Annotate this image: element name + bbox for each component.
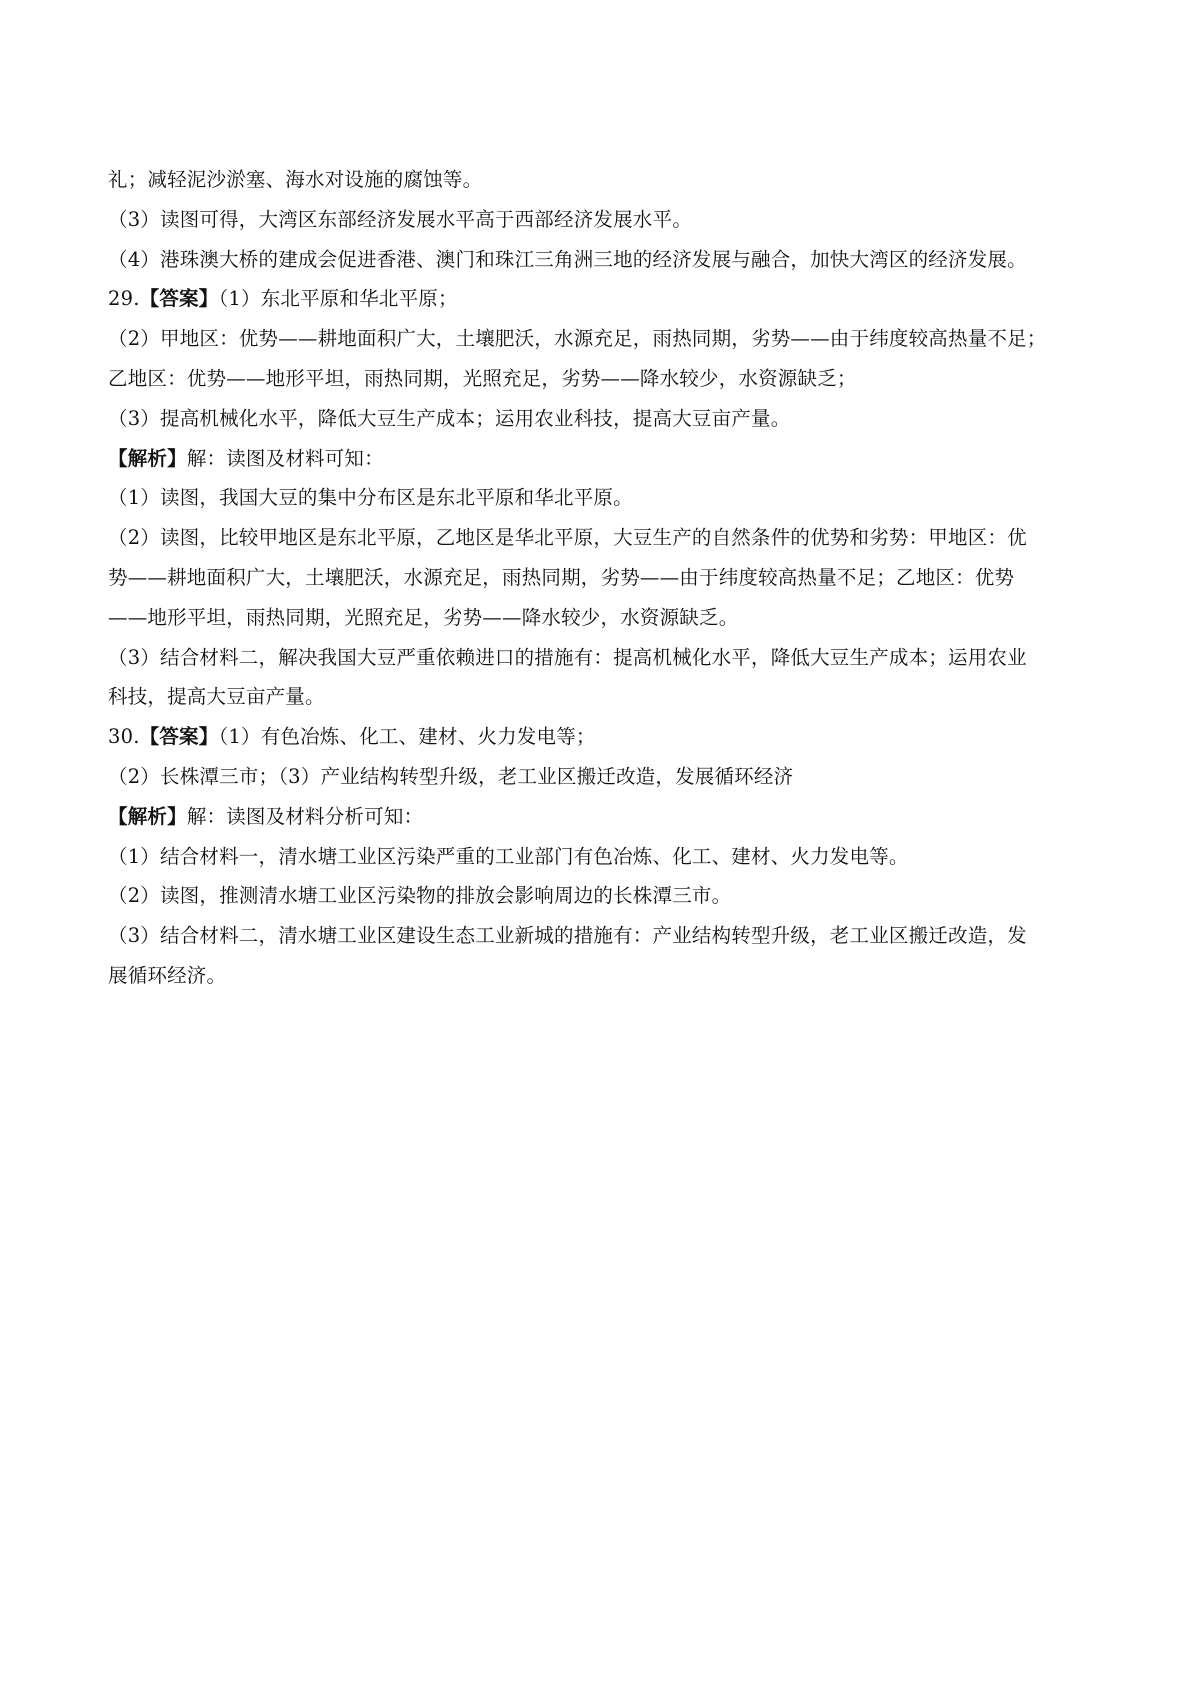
answer-tag: 【答案】	[139, 725, 219, 749]
text-line: （2）长株潭三市；（3）产业结构转型升级，老工业区搬迁改造，发展循环经济	[108, 764, 794, 788]
answer-tag: 【答案】	[139, 287, 219, 311]
question-29-explanation-line	[108, 439, 1103, 479]
text-line: （3）结合材料二，清水塘工业区建设生态工业新城的措施有：产业结构转型升级，老工业区搬迁改造，发	[108, 924, 1027, 948]
explanation-tag: 【解析】	[108, 446, 187, 470]
question-30-answer-line	[108, 717, 1103, 757]
explanation-intro: 解：读图及材料可知：	[186, 446, 384, 470]
text-line: （3）提高机械化水平，降低大豆生产成本；运用农业科技，提高大豆亩产量。	[108, 406, 791, 430]
text-line: （1）结合材料一，清水塘工业区污染严重的工业部门有色冶炼、化工、建材、火力发电等。	[108, 844, 909, 868]
question-number: 29.	[108, 287, 140, 311]
answer-text-body	[108, 160, 1103, 996]
text-line: （2）甲地区：优势——耕地面积广大，土壤肥沃，水源充足，雨热同期，劣势——由于纬度较高热量不足；	[108, 327, 1047, 351]
text-line: （1）读图，我国大豆的集中分布区是东北平原和华北平原。	[108, 486, 633, 510]
text-line: 展循环经济。	[108, 963, 227, 987]
answer-text: （1）有色冶炼、化工、建材、火力发电等；	[218, 725, 596, 749]
answer-text: （1）东北平原和华北平原；	[218, 287, 458, 311]
explanation-intro: 解：读图及材料分析可知：	[186, 804, 424, 828]
text-line: （3）结合材料二，解决我国大豆严重依赖进口的措施有：提高机械化水平，降低大豆生产成本；运用农业	[108, 645, 1027, 669]
explanation-tag: 【解析】	[108, 804, 187, 828]
text-line: （2）读图，推测清水塘工业区污染物的排放会影响周边的长株潭三市。	[108, 884, 732, 908]
text-line: 势——耕地面积广大，土壤肥沃，水源充足，雨热同期，劣势——由于纬度较高热量不足；乙地区：优势	[108, 565, 1015, 589]
text-line: （3）读图可得，大湾区东部经济发展水平高于西部经济发展水平。	[108, 207, 692, 231]
text-line: 科技，提高大豆亩产量。	[108, 685, 325, 709]
text-line: （2）读图，比较甲地区是东北平原，乙地区是华北平原，大豆生产的自然条件的优势和劣势：甲地区：优	[108, 526, 1027, 550]
question-30-explanation-line	[108, 797, 1103, 837]
question-29-answer-line	[108, 279, 1103, 319]
text-line: ——地形平坦，雨热同期，光照充足，劣势——降水较少，水资源缺乏。	[108, 605, 739, 629]
text-line: 礼；减轻泥沙淤塞、海水对设施的腐蚀等。	[108, 168, 483, 191]
text-line: （4）港珠澳大桥的建成会促进香港、澳门和珠江三角洲三地的经济发展与融合，加快大湾区的经济发展。	[108, 247, 1027, 271]
text-line: 乙地区：优势——地形平坦，雨热同期，光照充足，劣势——降水较少，水资源缺乏；	[108, 366, 857, 390]
question-number: 30.	[108, 725, 140, 749]
